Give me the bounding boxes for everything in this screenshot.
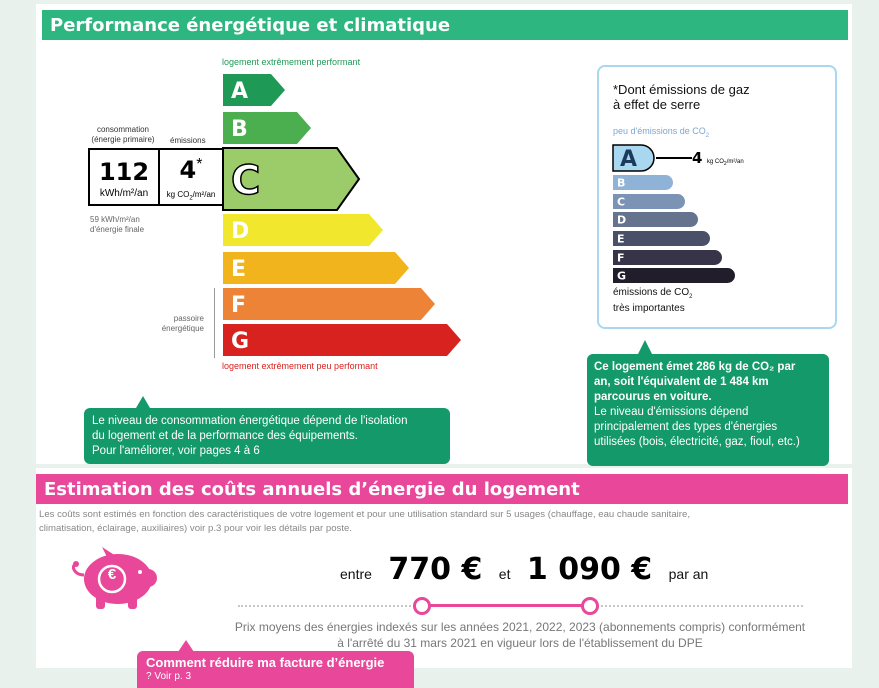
ges-unit-suffix: /m²/an <box>726 159 744 165</box>
ges-unit-sub: 2 <box>723 161 727 168</box>
emissions-unit-prefix: kg CO <box>166 190 190 199</box>
energy-class-bar-e <box>223 252 409 284</box>
costs-entre: entre <box>340 566 372 582</box>
ges-tip <box>587 354 829 466</box>
energy-class-letter-e: E <box>231 257 247 282</box>
ges-class-letter-g: G <box>617 269 627 283</box>
emissions-unit-sub: 2 <box>189 195 193 202</box>
top-performance-label: logement extrêmement performant <box>222 57 361 67</box>
emissions-unit <box>160 190 222 202</box>
energy-class-letter-a: A <box>231 79 249 104</box>
energy-class-letter-f: F <box>231 293 247 318</box>
costs-range <box>340 552 708 587</box>
ges-value: 4 <box>692 149 703 167</box>
ges-tip-bold: Ce logement émet 286 kg de CO₂ par an, soit l'équivalent de 1 484 km parcourus en voiture. <box>594 361 796 403</box>
ges-header: *Dont émissions de gaz à effet de serre <box>613 82 750 112</box>
costs-high: 1 090 € <box>526 552 653 587</box>
ges-tip-text: Le niveau d'émissions dépend principalement des types d'énergies utilisées (bois, électricité, gaz, fioul, etc.) <box>594 406 800 448</box>
energy-value-box <box>88 148 222 206</box>
consumption-header: consommation (énergie primaire) <box>91 125 155 144</box>
piggy-bank-euro: € <box>107 566 117 583</box>
ges-class-letter-c: C <box>617 195 626 209</box>
ges-class-bar-f <box>613 250 722 265</box>
ges-unit-prefix: kg CO <box>706 159 724 165</box>
ges-tip-pointer <box>638 340 652 354</box>
ges-high-label-2: très importantes <box>613 303 685 314</box>
energy-tip: Le niveau de consommation énergétique dépend de l'isolation du logement et de la performance des équipements. Pour l'améliorer, voir pages 4 à 6 <box>84 408 450 464</box>
ges-unit <box>706 159 744 168</box>
ges-class-letter-e: E <box>617 232 625 246</box>
ges-class-letter-b: B <box>617 176 626 190</box>
energy-class-letter-c: C <box>231 158 261 204</box>
energy-section-title: Performance énergétique et climatique <box>42 10 848 40</box>
emissions-header: émissions <box>170 136 206 145</box>
ges-low-label-sub: 2 <box>705 132 710 139</box>
energy-class-bar-g <box>223 324 461 356</box>
ges-class-bar-e <box>613 231 710 246</box>
energy-tip-pointer <box>136 396 150 408</box>
prices-note: Prix moyens des énergies indexés sur les années 2021, 2022, 2023 (abonnements compris) conformément à l'arrêté du 31 mars 2021 en vigueur lors de l'établissement du DPE <box>234 620 806 650</box>
costs-low: 770 € <box>388 552 483 587</box>
ges-low-label <box>613 126 709 139</box>
energy-class-bar-f <box>223 288 435 320</box>
range-solid-line <box>420 604 590 607</box>
passoire-bracket <box>214 288 215 358</box>
range-low-marker <box>413 597 431 615</box>
emissions-value: 4 <box>179 156 197 184</box>
costs-par-an: par an <box>668 566 709 582</box>
ges-high-label-sub: 2 <box>689 294 693 300</box>
costs-description: Les coûts sont estimés en fonction des caractéristiques de votre logement et pour une utilisation standard sur 5 usages (chauffage, eau chaude sanitaire, climatisation, éclairage, auxiliaires) voir p.3 pour voir les détails par poste. <box>39 509 690 534</box>
costs-tip-link[interactable]: ? Voir p. 3 <box>146 671 192 682</box>
emissions-unit-suffix: /m²/an <box>192 190 216 199</box>
ges-class-letter-f: F <box>617 251 625 265</box>
costs-et: et <box>498 566 511 582</box>
final-energy-label: 59 kWh/m²/an d'énergie finale <box>90 215 145 234</box>
consumption-unit: kWh/m²/an <box>99 188 149 199</box>
ges-pointer-line <box>656 157 692 159</box>
costs-tip-title: Comment réduire ma facture d’énergie <box>146 655 385 670</box>
emissions-asterisk: * <box>196 156 203 173</box>
ges-class-letter-d: D <box>617 213 627 227</box>
ges-class-letter-a: A <box>620 147 638 172</box>
range-high-marker <box>581 597 599 615</box>
bottom-performance-label: logement extrêmement peu performant <box>222 361 378 371</box>
ges-low-label-text: peu d'émissions de CO <box>613 126 706 136</box>
energy-class-letter-d: D <box>231 219 250 244</box>
passoire-label: passoire énergétique <box>161 314 204 333</box>
ges-class-bar-g <box>613 268 735 283</box>
emissions-value-wrap <box>160 156 222 184</box>
costs-tip[interactable] <box>137 651 414 688</box>
consumption-cell <box>90 150 160 204</box>
costs-section-title: Estimation des coûts annuels d’énergie du logement <box>36 474 848 504</box>
ges-value-label <box>692 149 744 168</box>
ges-high-label <box>613 287 692 315</box>
energy-class-letter-b: B <box>231 117 248 142</box>
consumption-value: 112 <box>98 158 150 186</box>
energy-class-letter-g: G <box>231 329 250 354</box>
emissions-cell <box>160 150 222 204</box>
energy-class-scale <box>220 70 480 362</box>
ges-high-label-1: émissions de CO <box>613 287 690 298</box>
